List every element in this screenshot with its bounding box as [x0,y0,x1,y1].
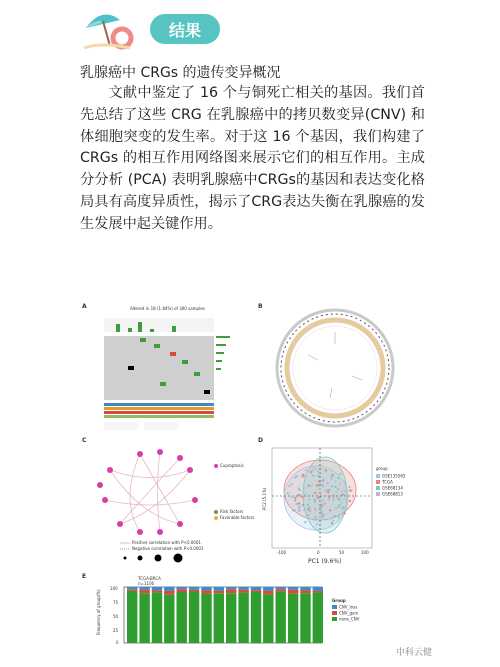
pca-point [304,493,306,495]
figure-canvas [80,300,420,645]
pca-point [324,502,326,504]
bar-segment-cnv-loss [177,587,187,589]
bar-segment-cnv-loss [226,587,236,589]
bar-segment-cnv-gain [214,591,224,593]
pca-point [305,469,307,471]
panel-c-legend-risk: Risk factors [220,509,244,514]
pca-point [314,499,316,501]
bar-segment-none-cnv [276,592,286,644]
bar-segment-cnv-gain [313,591,323,593]
pca-point [332,474,334,476]
bar-segment-cnv-loss [139,587,149,590]
panel-e-subtitle: n=1106 [138,581,155,586]
pca-point [329,509,331,511]
pca-point [287,492,289,494]
bar-segment-cnv-gain [263,591,273,594]
panel-c-corr-positive: Positive correlation with P<0.0001 [132,540,201,545]
pca-point [327,482,329,484]
pca-point [294,499,296,501]
pca-point [313,467,315,469]
bar-segment-none-cnv [251,592,261,643]
bar-segment-cnv-loss [300,587,310,590]
bar-segment-cnv-loss [152,587,162,590]
pca-point [309,510,311,512]
pca-point [299,509,301,511]
bar-segment-cnv-loss [276,587,286,589]
pca-point [326,489,328,491]
pca-point [325,469,327,471]
pca-point [348,486,350,488]
watermark: 中科云健 [396,648,433,658]
pca-point [341,491,343,493]
section-subtitle: 乳腺癌中 CRGs 的遗传变异概况 [80,65,281,81]
panel-e-ytick-100: 100 [110,586,118,591]
bar-segment-none-cnv [177,592,187,643]
pca-point [312,475,314,477]
panel-label-b: B [258,303,263,310]
pca-point [335,507,337,509]
panel-c-legend-favorable: Favorable factors [220,515,255,520]
pca-point [317,475,319,477]
panel-d-legend-title: group [376,466,388,471]
pca-point [330,478,332,480]
bar-segment-cnv-gain [139,590,149,593]
pca-point [339,473,341,475]
pca-point [344,512,346,514]
bar-segment-cnv-loss [313,587,323,591]
bar-segment-cnv-gain [276,589,286,591]
bar-segment-none-cnv [164,595,174,643]
panel-e-legend-loss: CNV_loss [339,604,358,610]
bar-segment-none-cnv [139,593,149,643]
bar-segment-cnv-loss [127,587,137,589]
panel-e-legend-title: Group [332,598,346,603]
pca-point [298,488,300,490]
pca-point [322,485,324,487]
bar-segment-none-cnv [152,593,162,643]
bar-segment-cnv-loss [238,587,248,590]
pca-point [297,502,299,504]
pca-point [291,496,293,498]
panel-a-oncoprint [104,306,230,430]
panel-e-ytick-25: 25 [113,628,119,633]
bar-segment-cnv-gain [152,590,162,592]
pca-point [338,504,340,506]
panel-a-title: Altered in 18 (1.84%) of 300 samples [130,306,205,311]
panel-e-ytick-0: 0 [116,640,119,645]
results-figure [80,300,420,645]
pca-point [336,488,338,490]
bar-segment-cnv-loss [251,587,261,590]
panel-e-ytick-75: 75 [113,600,119,605]
pca-point [341,507,343,509]
bar-segment-cnv-loss [214,587,224,591]
panel-label-e: E [82,573,87,580]
panel-d-xtick-4: 100 [361,550,369,555]
pca-point [328,496,330,498]
body-paragraph: 文献中鉴定了 16 个与铜死亡相关的基因。我们首先总结了这些 CRG 在乳腺癌中的拷贝数变异(CNV) 和体细胞突变的发生率。对于这 16 个基因，我们构建了 CRGs 的相互作用网络图来展示它们的相互作用。主成分分析 (PCA) 表明乳腺癌中CRGs的基因和表达变化格局具有高度异质性，揭示了CRG表达失衡在乳腺癌的发生发展中起关键作用。 [80,85,425,232]
bar-segment-none-cnv [189,592,199,644]
bar-segment-cnv-gain [177,589,187,592]
pca-point [321,512,323,514]
bar-segment-cnv-gain [201,590,211,593]
bar-segment-none-cnv [127,591,137,643]
pca-point [334,480,336,482]
panel-d-xtick-1: -100 [277,550,287,555]
bar-segment-cnv-loss [263,587,273,591]
pca-point [319,492,321,494]
panel-e-legend-none: none_CNV [339,616,360,622]
bar-segment-none-cnv [263,594,273,643]
bar-segment-none-cnv [300,593,310,643]
panel-d-legend-2: TCGA [382,479,393,485]
pca-point [318,481,320,483]
panel-c-network [97,449,254,563]
pca-point [288,485,290,487]
pca-point [328,499,330,501]
bar-segment-cnv-loss [189,587,199,590]
pca-point [321,515,323,517]
pca-point [301,475,303,477]
bar-segment-cnv-gain [238,590,248,593]
pca-point [317,470,319,472]
bar-segment-none-cnv [214,593,224,643]
pca-point [339,499,341,501]
bar-segment-cnv-gain [127,589,137,591]
section-title-badge: 结果 [150,14,220,44]
pca-point [308,485,310,487]
bar-segment-cnv-loss [201,587,211,590]
panel-label-c: C [82,437,87,444]
pca-point [298,505,300,507]
pca-point [341,494,343,496]
panel-c-corr-negative: Negative correlation with P<0.0001 [132,546,204,551]
pca-point [321,503,323,505]
bar-segment-none-cnv [313,593,323,643]
pca-point [314,492,316,494]
pca-point [332,498,334,500]
pca-point [294,509,296,511]
pca-point [349,500,351,502]
pca-point [315,517,317,519]
pca-point [309,508,311,510]
bar-segment-none-cnv [238,593,248,643]
pca-point [298,494,300,496]
bar-segment-none-cnv [226,593,236,643]
panel-d-legend-1: GSE135565 [382,473,406,479]
panel-d-legend-3: GSE68134 [382,485,403,491]
pca-point [328,489,330,491]
panel-d-xtick-3: 50 [339,550,345,555]
panel-d-pca [262,448,406,565]
panel-d-ylabel: PC2 (5.1%) [262,487,267,510]
panel-e-title: TCGA-BRCA [138,576,161,581]
pca-point [335,491,337,493]
pca-point [334,515,336,517]
pca-point [307,514,309,516]
pca-point [304,487,306,489]
pca-point [319,516,321,518]
pca-point [331,522,333,524]
pca-point [349,489,351,491]
pca-point [294,476,296,478]
pca-point [302,496,304,498]
pca-point [307,504,309,506]
panel-label-a: A [82,303,87,310]
pca-point [316,523,318,525]
pca-point [294,497,296,499]
bar-segment-cnv-gain [226,589,236,593]
panel-e-legend-gain: CNV_gain [339,610,359,616]
pca-point [338,489,340,491]
pca-point [334,486,336,488]
pca-point [319,488,321,490]
pca-point [337,477,339,479]
pca-point [339,483,341,485]
bar-segment-cnv-gain [300,590,310,593]
pca-point [308,499,310,501]
pca-point [332,520,334,522]
pca-point [338,515,340,517]
pca-point [341,502,343,504]
beach-umbrella-icon [80,6,138,52]
bar-segment-cnv-gain [189,590,199,592]
pca-point [332,495,334,497]
pca-point [317,497,319,499]
panel-e-ytick-50: 50 [113,614,119,619]
pca-point [321,479,323,481]
bar-segment-none-cnv [201,594,211,643]
pca-point [344,490,346,492]
pca-point [314,519,316,521]
bar-segment-cnv-loss [164,587,174,591]
panel-b-circos-plot [277,310,393,426]
pca-point [302,504,304,506]
bar-segment-cnv-gain [164,591,174,595]
bar-segment-cnv-gain [251,590,261,592]
pca-point [344,481,346,483]
panel-d-xlabel: PC1 (9.6%) [308,558,342,565]
bar-segment-cnv-loss [288,587,298,590]
pca-point [332,516,334,518]
panel-d-xtick-2: 0 [317,550,320,555]
panel-e-ylabel: Frequency of group(%) [96,589,101,635]
bar-segment-cnv-gain [288,590,298,594]
pca-point [314,507,316,509]
pca-point [304,521,306,523]
pca-point [320,510,322,512]
pca-point [343,498,345,500]
pca-point [310,471,312,473]
panel-d-legend-4: GSE68813 [382,491,403,497]
panel-label-d: D [258,437,263,444]
panel-c-legend-cuproptosis: Cuproptosis [220,463,244,468]
bar-segment-none-cnv [288,594,298,643]
pca-point [316,484,318,486]
pca-point [327,491,329,493]
pca-point [311,484,313,486]
pca-point [321,506,323,508]
pca-point [331,485,333,487]
pca-point [303,509,305,511]
panel-e-stacked-bars [96,576,360,645]
pca-point [311,469,313,471]
pca-point [291,483,293,485]
pca-point [322,499,324,501]
